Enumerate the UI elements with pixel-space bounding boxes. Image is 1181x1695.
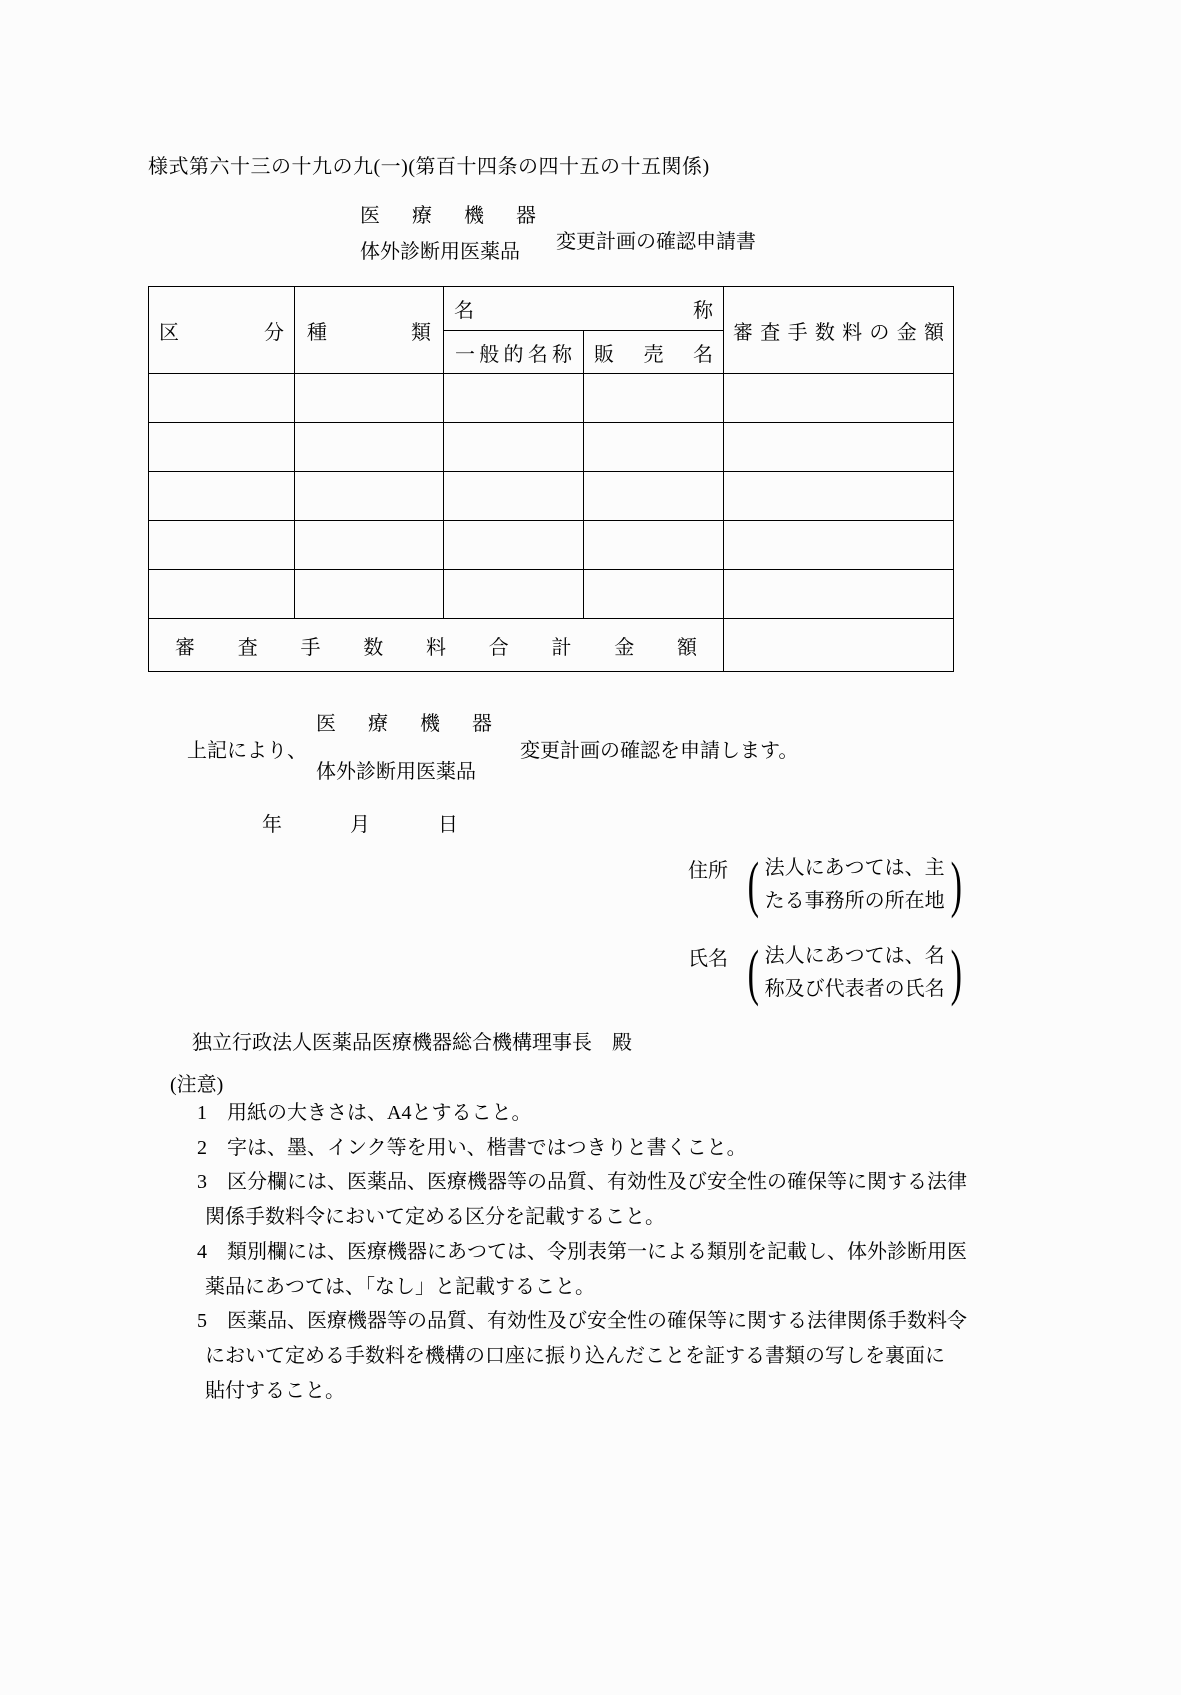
addressee: 独立行政法人医薬品医療機器総合機構理事長 殿 [192, 1032, 632, 1054]
note-item: 2 字は、墨、インク等を用い、楷書ではつきりと書くこと。 [197, 1136, 747, 1159]
bracket-close-icon: ) [950, 851, 962, 919]
application-product-type-stack [316, 700, 492, 796]
cell-generic-name [444, 472, 584, 521]
cell-category [149, 423, 295, 472]
column-header-generic-name: 一 般 的 名 称 [444, 331, 584, 374]
cell-fee [724, 423, 954, 472]
bracket-open-icon: ( [747, 851, 760, 919]
date-day-label: 日 [438, 814, 458, 836]
cell-brand-name [584, 521, 724, 570]
bracket-open-icon: ( [747, 939, 760, 1007]
date-line [262, 808, 458, 837]
cell-type [295, 521, 444, 570]
date-month-label: 月 [350, 814, 370, 836]
cell-category [149, 570, 295, 619]
note-item: 4 類別欄には、医療機器にあつては、令別表第一による類別を記載し、体外診断用医 薬品にあつては、「なし」と記載すること。 [197, 1240, 967, 1298]
table-row [149, 570, 954, 619]
product-type-stack [360, 198, 536, 270]
table-row [149, 374, 954, 423]
name-field [688, 940, 966, 1006]
column-header-category: 区 分 [149, 287, 295, 374]
notes-title: (注意) [170, 1074, 224, 1096]
cell-fee [724, 570, 954, 619]
table-row [149, 521, 954, 570]
application-product-type-line1: 医 療 機 器 [316, 713, 492, 735]
address-note [743, 852, 966, 918]
cell-generic-name [444, 374, 584, 423]
notes-list [148, 1096, 1068, 1408]
note-item: 5 医薬品、医療機器等の品質、有効性及び安全性の確保等に関する法律関係手数料令 において定める手数料を機構の口座に振り込んだことを証する書類の写しを裏面に 貼付すること。 [197, 1310, 967, 1402]
column-header-type: 種 類 [295, 287, 444, 374]
cell-generic-name [444, 423, 584, 472]
date-year-label: 年 [262, 814, 282, 836]
application-suffix: 変更計画の確認を申請します。 [520, 739, 799, 762]
table-row [149, 472, 954, 521]
cell-brand-name [584, 374, 724, 423]
column-header-review-fee: 審 査 手 数 料 の 金 額 [724, 287, 954, 374]
cell-brand-name [584, 472, 724, 521]
total-fee-label-cell: 審 査 手 数 料 合 計 金 額 [149, 619, 724, 672]
note-item: 3 区分欄には、医薬品、医療機器等の品質、有効性及び安全性の確保等に関する法律 関係手数料令において定める区分を記載すること。 [197, 1171, 967, 1229]
cell-brand-name [584, 423, 724, 472]
application-sentence [187, 700, 798, 796]
cell-type [295, 570, 444, 619]
cell-category [149, 472, 295, 521]
product-type-line2: 体外診断用医薬品 [360, 241, 520, 263]
cell-type [295, 423, 444, 472]
fee-table [148, 286, 954, 672]
cell-category [149, 374, 295, 423]
address-note-text: 法人にあつては、主 たる事務所の所在地 [764, 857, 945, 912]
cell-category [149, 521, 295, 570]
name-note-text: 法人にあつては、名 称及び代表者の氏名 [764, 945, 945, 1000]
cell-fee [724, 472, 954, 521]
form-number: 様式第六十三の十九の九(一)(第百十四条の四十五の十五関係) [148, 156, 710, 178]
application-product-type-line2: 体外診断用医薬品 [316, 761, 476, 783]
cell-type [295, 374, 444, 423]
cell-brand-name [584, 570, 724, 619]
total-fee-value-cell [724, 619, 954, 672]
table-row [149, 423, 954, 472]
cell-fee [724, 374, 954, 423]
cell-generic-name [444, 521, 584, 570]
application-prefix: 上記により、 [187, 739, 307, 762]
bracket-close-icon: ) [950, 939, 962, 1007]
note-item: 1 用紙の大きさは、A4とすること。 [197, 1102, 532, 1124]
column-header-name: 名 称 [444, 287, 724, 331]
cell-fee [724, 521, 954, 570]
cell-generic-name [444, 570, 584, 619]
product-type-line1: 医 療 機 器 [360, 205, 536, 227]
name-note [743, 940, 966, 1006]
form-title: 変更計画の確認申請書 [556, 230, 756, 253]
address-label: 住所 [688, 860, 728, 882]
form-heading [360, 198, 756, 270]
cell-type [295, 472, 444, 521]
column-header-brand-name: 販 売 名 [584, 331, 724, 374]
address-field [688, 852, 966, 918]
name-label: 氏名 [688, 948, 728, 970]
